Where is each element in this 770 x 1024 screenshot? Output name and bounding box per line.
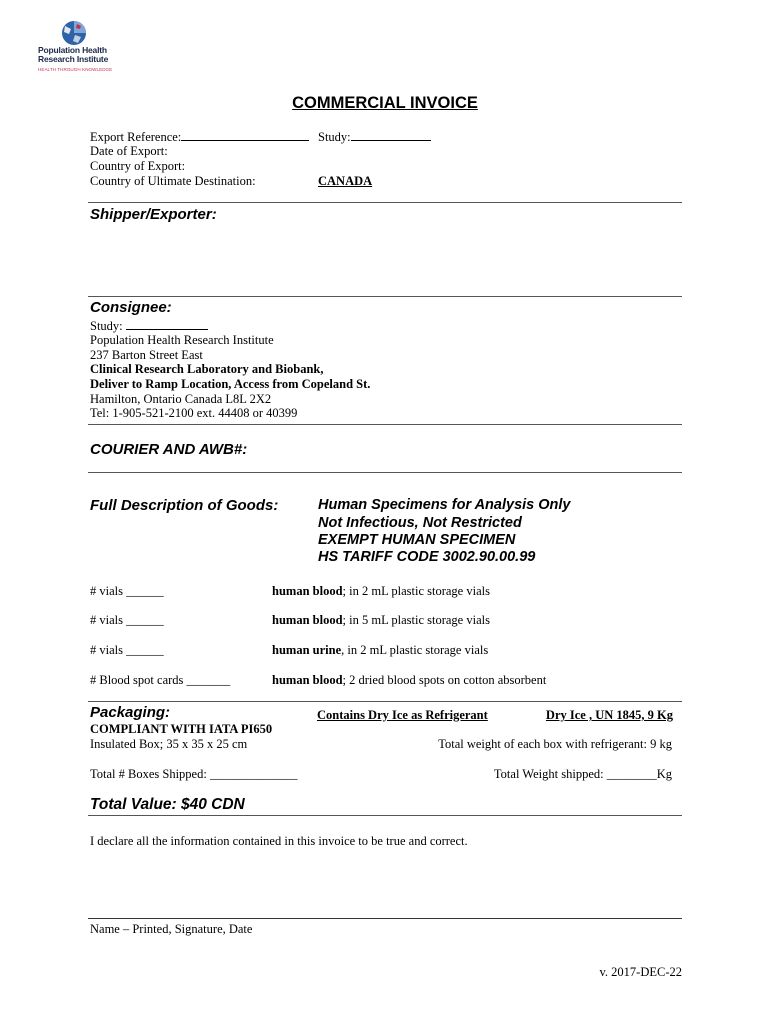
- country-of-export-label: Country of Export:: [90, 159, 186, 173]
- logo-line-2: Research Institute: [38, 54, 109, 64]
- shipper-area[interactable]: [90, 228, 680, 292]
- logo-line-1: Population Health: [38, 45, 107, 55]
- export-reference-label: Export Reference:: [90, 130, 182, 144]
- goods-item-1-desc: [272, 584, 490, 599]
- packaging-heading: Packaging:: [90, 704, 171, 721]
- logo-tagline: HEALTH THROUGH KNOWLEDGE: [38, 67, 113, 72]
- goods-desc-3: EXEMPT HUMAN SPECIMEN: [318, 532, 516, 548]
- goods-item-3-detail: , in 2 mL plastic storage vials: [341, 643, 489, 657]
- consignee-study-label: Study:: [90, 319, 123, 333]
- goods-item-4-desc: [272, 673, 546, 688]
- globe-logo-icon: [61, 20, 87, 46]
- packaging-compliant: COMPLIANT WITH IATA PI650: [90, 722, 273, 736]
- goods-item-3-kind: human urine: [272, 643, 342, 657]
- divider-4: [88, 472, 682, 473]
- goods-item-3-count[interactable]: # vials ______: [90, 643, 164, 657]
- country-ultimate-label: Country of Ultimate Destination:: [90, 174, 256, 188]
- goods-item-1-detail: ; in 2 mL plastic storage vials: [342, 584, 490, 598]
- consignee-line-2: 237 Barton Street East: [90, 348, 203, 362]
- consignee-line-1: Population Health Research Institute: [90, 333, 274, 347]
- courier-heading: COURIER AND AWB#:: [90, 441, 248, 458]
- consignee-study-blank[interactable]: [126, 318, 208, 330]
- courier-area[interactable]: [270, 438, 680, 462]
- goods-item-3-desc: [272, 643, 488, 658]
- goods-item-1-kind: human blood: [272, 584, 343, 598]
- study-label: Study:: [318, 130, 351, 144]
- packaging-dry-ice: Dry Ice , UN 1845, 9 Kg: [545, 708, 673, 722]
- export-reference-blank[interactable]: [181, 129, 309, 141]
- total-value-heading: Total Value: $40 CDN: [90, 796, 245, 813]
- packaging-box-weight: Total weight of each box with refrigerant: 9 kg: [438, 737, 672, 751]
- institute-logo: [36, 20, 116, 76]
- goods-heading: Full Description of Goods:: [90, 497, 279, 514]
- divider-5: [88, 701, 682, 702]
- country-ultimate-value: CANADA: [318, 174, 373, 188]
- goods-item-4-count[interactable]: # Blood spot cards _______: [90, 673, 231, 687]
- goods-item-2-count[interactable]: # vials ______: [90, 613, 164, 627]
- signature-label: Name – Printed, Signature, Date: [90, 922, 253, 936]
- page-title: [0, 94, 770, 113]
- packaging-box: Insulated Box; 35 x 35 x 25 cm: [90, 737, 248, 751]
- goods-desc-4: HS TARIFF CODE 3002.90.00.99: [318, 549, 536, 565]
- goods-desc-1: Human Specimens for Analysis Only: [318, 497, 571, 513]
- consignee-line-4: Deliver to Ramp Location, Access from Copeland St.: [90, 377, 371, 391]
- packaging-contains: Contains Dry Ice as Refrigerant: [317, 708, 488, 722]
- declaration-text: I declare all the information contained in this invoice to be true and correct.: [90, 834, 468, 848]
- consignee-line-3: Clinical Research Laboratory and Biobank,: [90, 362, 324, 376]
- divider-1: [88, 202, 682, 203]
- goods-item-4-kind: human blood: [272, 673, 343, 687]
- goods-item-1-count[interactable]: # vials ______: [90, 584, 164, 598]
- divider-3: [88, 424, 682, 425]
- shipper-heading: Shipper/Exporter:: [90, 206, 217, 223]
- packaging-total-weight[interactable]: Total Weight shipped: ________Kg: [493, 767, 672, 781]
- goods-item-2-kind: human blood: [272, 613, 343, 627]
- goods-item-2-detail: ; in 5 mL plastic storage vials: [342, 613, 490, 627]
- export-reference-row: [90, 129, 309, 145]
- packaging-total-boxes[interactable]: Total # Boxes Shipped: ______________: [90, 767, 298, 781]
- version-label: v. 2017-DEC-22: [599, 965, 682, 979]
- goods-item-4-detail: ; 2 dried blood spots on cotton absorbent: [342, 673, 547, 687]
- consignee-study-row: [90, 318, 208, 334]
- study-blank[interactable]: [351, 129, 431, 141]
- date-of-export-label: Date of Export:: [90, 144, 168, 158]
- divider-6: [88, 815, 682, 816]
- page-title-text: COMMERCIAL INVOICE: [292, 94, 478, 112]
- goods-item-2-desc: [272, 613, 490, 628]
- study-row: [318, 129, 431, 145]
- goods-desc-2: Not Infectious, Not Restricted: [318, 515, 522, 531]
- signature-line[interactable]: [88, 918, 682, 919]
- consignee-line-5: Hamilton, Ontario Canada L8L 2X2: [90, 392, 272, 406]
- consignee-heading: Consignee:: [90, 299, 172, 316]
- divider-2: [88, 296, 682, 297]
- consignee-line-6: Tel: 1-905-521-2100 ext. 44408 or 40399: [90, 406, 298, 420]
